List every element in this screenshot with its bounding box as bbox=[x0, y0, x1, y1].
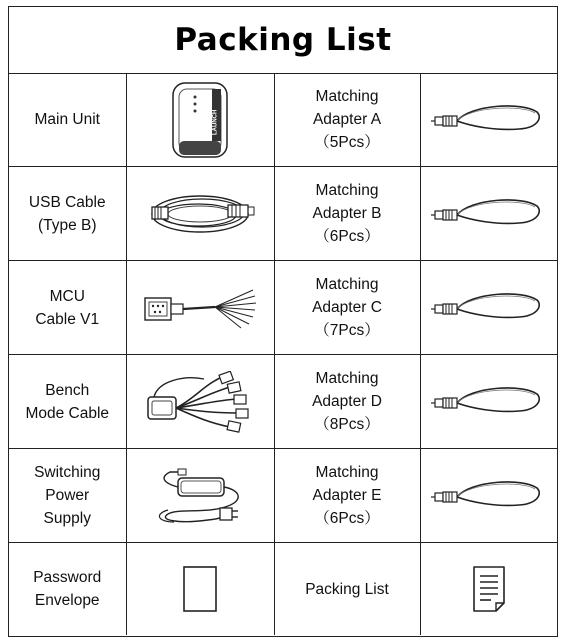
label-line: Adapter E bbox=[312, 487, 382, 504]
label-line: （5Pcs） bbox=[314, 134, 380, 151]
item-label-adapter-d bbox=[274, 355, 420, 449]
usb-cable-icon bbox=[144, 187, 256, 241]
label-line: Matching bbox=[315, 88, 379, 105]
item-label-password-envelope bbox=[9, 543, 126, 636]
item-image-cell bbox=[126, 73, 274, 167]
label-line: Switching bbox=[34, 464, 101, 481]
label-line: Envelope bbox=[34, 592, 100, 609]
label-line: Password bbox=[33, 569, 102, 586]
item-label-adapter-a bbox=[274, 73, 420, 167]
brand-logo-text: LAUNCH bbox=[212, 109, 219, 135]
table-row bbox=[9, 261, 557, 355]
table-row bbox=[9, 167, 557, 261]
main-unit-icon bbox=[165, 79, 235, 161]
item-image-cell bbox=[420, 167, 557, 261]
item-label-main-unit bbox=[9, 73, 126, 167]
adapter-cable-icon bbox=[431, 100, 547, 140]
label-line: (Type B) bbox=[37, 216, 97, 234]
label-line: USB Cable bbox=[28, 193, 106, 211]
item-label-adapter-b bbox=[274, 167, 420, 261]
table-row bbox=[9, 73, 557, 167]
label-line: Main Unit bbox=[34, 111, 100, 128]
label-line: （8Pcs） bbox=[314, 416, 380, 433]
envelope-icon bbox=[182, 565, 218, 613]
item-image-cell bbox=[420, 261, 557, 355]
item-label-packing-list bbox=[274, 543, 420, 636]
label-line: Adapter C bbox=[312, 299, 382, 316]
item-label-mcu-cable bbox=[9, 261, 126, 355]
item-label-usb-cable bbox=[9, 167, 126, 261]
bench-mode-cable-icon bbox=[144, 371, 256, 433]
item-label-adapter-c bbox=[274, 261, 420, 355]
cropped-header-text bbox=[110, 0, 410, 4]
item-image-cell bbox=[126, 543, 274, 636]
page-title: Packing List bbox=[174, 22, 392, 58]
label-line: Adapter D bbox=[312, 393, 382, 410]
table-row bbox=[9, 543, 557, 636]
label-line: Power bbox=[45, 487, 90, 504]
power-supply-icon bbox=[148, 464, 252, 528]
adapter-cable-icon bbox=[431, 288, 547, 328]
packing-list-table bbox=[9, 73, 557, 635]
label-line: Bench bbox=[45, 381, 90, 399]
label-line: Matching bbox=[315, 464, 379, 481]
label-line: MCU bbox=[49, 287, 85, 305]
item-image-cell bbox=[126, 167, 274, 261]
label-line: Matching bbox=[315, 182, 379, 199]
item-image-cell bbox=[420, 543, 557, 636]
item-image-cell bbox=[126, 449, 274, 543]
label-line: Mode Cable bbox=[25, 404, 110, 422]
item-image-cell bbox=[420, 73, 557, 167]
table-row bbox=[9, 355, 557, 449]
label-line: Matching bbox=[315, 370, 379, 387]
item-image-cell bbox=[420, 355, 557, 449]
mcu-cable-icon bbox=[141, 286, 259, 330]
item-label-power-supply bbox=[9, 449, 126, 543]
adapter-cable-icon bbox=[431, 476, 547, 516]
adapter-cable-icon bbox=[431, 194, 547, 234]
label-line: （6Pcs） bbox=[314, 228, 380, 245]
packing-list-sheet bbox=[8, 6, 558, 637]
document-icon bbox=[471, 565, 507, 613]
item-label-adapter-e bbox=[274, 449, 420, 543]
item-label-bench-mode-cable bbox=[9, 355, 126, 449]
adapter-cable-icon bbox=[431, 382, 547, 422]
label-line: Matching bbox=[315, 276, 379, 293]
label-line: Supply bbox=[43, 510, 91, 527]
item-image-cell bbox=[126, 261, 274, 355]
label-line: Packing List bbox=[305, 580, 389, 598]
label-line: Adapter B bbox=[312, 205, 382, 222]
label-line: Adapter A bbox=[312, 111, 382, 128]
label-line: Cable V1 bbox=[35, 310, 100, 328]
label-line: （6Pcs） bbox=[314, 510, 380, 527]
label-line: （7Pcs） bbox=[314, 322, 380, 339]
table-row bbox=[9, 449, 557, 543]
title-row bbox=[9, 7, 557, 74]
item-image-cell bbox=[420, 449, 557, 543]
item-image-cell bbox=[126, 355, 274, 449]
